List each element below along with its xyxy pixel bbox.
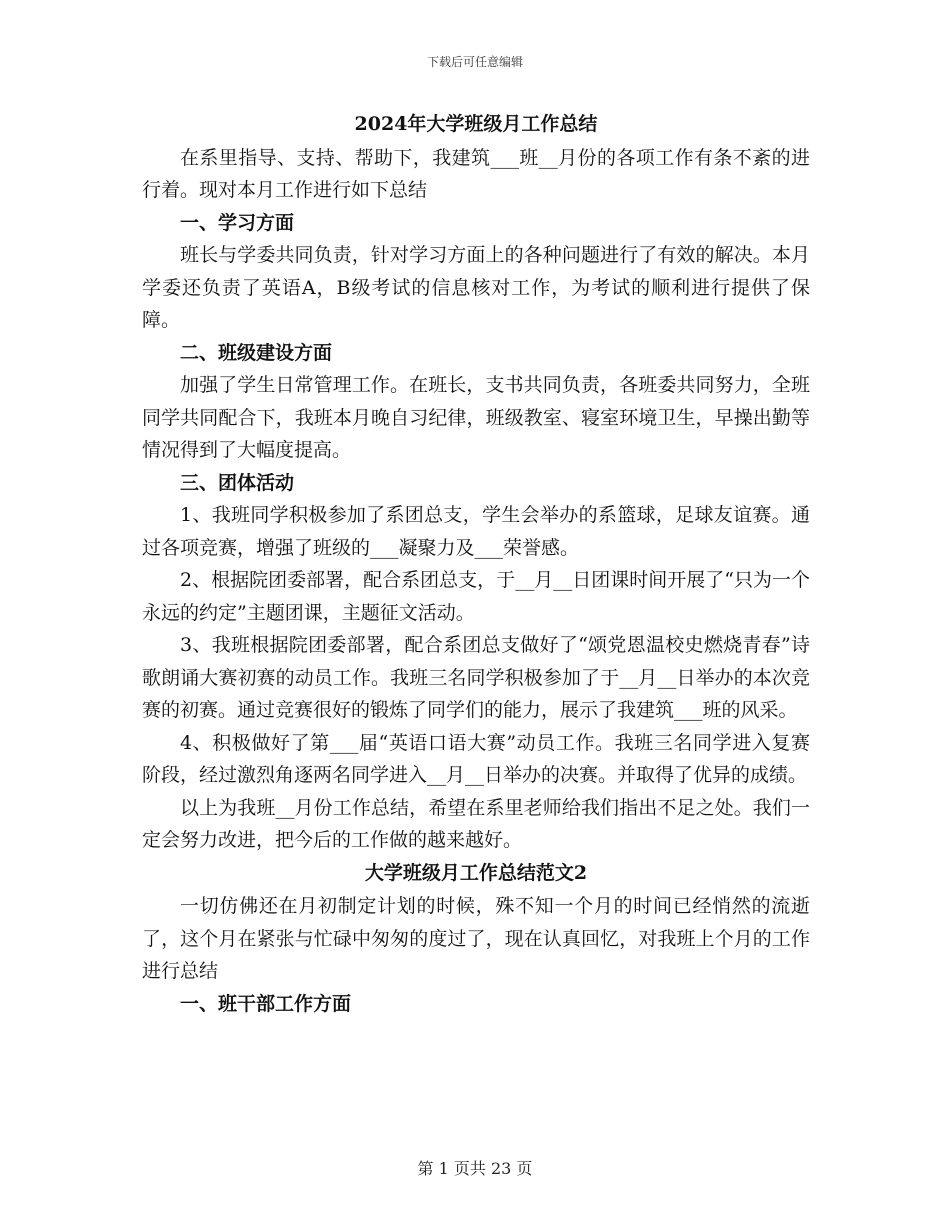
section-heading-group-activities: 三、团体活动 [180,471,295,494]
intro-paragraph: 在系里指导、支持、帮助下，我建筑___班__月份的各项工作有条不紊的进行着。现对本月工作进行如下总结 [142,146,810,201]
section-paragraph-class-building: 加强了学生日常管理工作。在班长，支书共同负责，各班委共同努力，全班同学共同配合下，我班本月晚自习纪律，班级教室、寝室环境卫生，早操出勤等情况得到了大幅度提高。 [142,374,810,461]
document-body [142,108,810,1020]
activity-item-4: 4、积极做好了第___届“英语口语大赛”动员工作。我班三名同学进入复赛阶段，经过激烈角逐两名同学进入__月__日举办的决赛。并取得了优异的成绩。 [142,731,810,786]
activity-item-1: 1、我班同学积极参加了系团总支，学生会举办的系篮球，足球友谊赛。通过各项竞赛，增强了班级的___凝聚力及___荣誉感。 [142,504,810,559]
conclusion-paragraph: 以上为我班__月份工作总结，希望在系里老师给我们指出不足之处。我们一定会努力改进，把今后的工作做的越来越好。 [142,796,810,851]
page-footer: 第 1 页共 23 页 [417,1159,533,1178]
intro-paragraph-2: 一切仿佛还在月初制定计划的时候，殊不知一个月的时间已经悄然的流逝了，这个月在紧张与忙碌中匆匆的度过了，现在认真回忆，对我班上个月的工作进行总结 [142,895,810,982]
activity-item-2: 2、根据院团委部署，配合系团总支，于__月__日团课时间开展了“只为一个永远的约定”主题团课，主题征文活动。 [142,569,810,624]
section-heading-study: 一、学习方面 [180,211,295,234]
document-title-2: 大学班级月工作总结范文2 [364,861,588,884]
activity-item-3: 3、我班根据院团委部署，配合系团总支做好了“颂党恩温校史燃烧青春”诗歌朗诵大赛初赛的动员工作。我班三名同学积极参加了于__月__日举办的本次竞赛的初赛。通过竞赛很好的锻炼了同学们的能力，展示了我建筑___班的风采。 [142,634,810,721]
header-note: 下载后可任意编辑 [426,55,523,69]
document-title: 2024年大学班级月工作总结 [354,113,598,135]
section-heading-cadre-work: 一、班干部工作方面 [180,992,352,1015]
section-paragraph-study: 班长与学委共同负责，针对学习方面上的各种问题进行了有效的解决。本月学委还负责了英语A，B级考试的信息核对工作，为考试的顺利进行提供了保障。 [142,244,810,331]
section-heading-class-building: 二、班级建设方面 [180,341,333,364]
